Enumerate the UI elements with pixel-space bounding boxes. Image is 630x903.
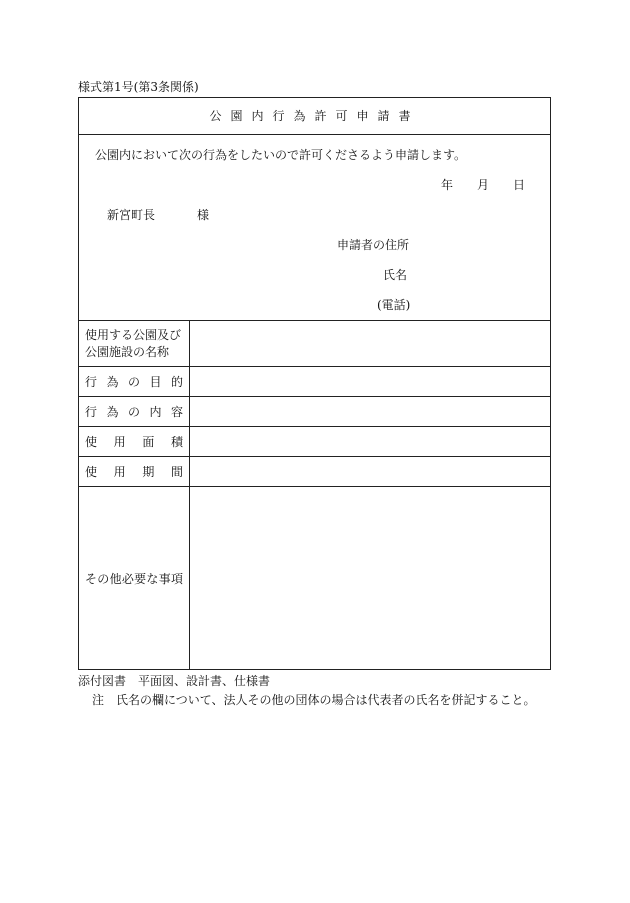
period-field[interactable] bbox=[190, 457, 550, 486]
period-label-char: 使 bbox=[85, 465, 98, 479]
applicant-address-label: 申請者の住所 bbox=[337, 238, 410, 252]
applicant-name-label: 氏名 bbox=[383, 268, 408, 282]
park-name-label-line2: 公園施設の名称 bbox=[85, 344, 170, 359]
content-label bbox=[79, 397, 190, 426]
content-label-char: 為 bbox=[106, 405, 119, 419]
other-field[interactable] bbox=[190, 487, 550, 669]
content-label-char: 容 bbox=[170, 405, 183, 419]
date-year-label: 年 bbox=[441, 178, 454, 192]
purpose-label bbox=[79, 367, 190, 396]
other-label-char: 必 bbox=[121, 571, 134, 586]
applicant-phone-label: (電話) bbox=[377, 298, 411, 312]
table-row-park-name bbox=[79, 320, 550, 366]
content-label-char: 行 bbox=[85, 405, 98, 419]
period-label bbox=[79, 457, 190, 486]
other-label-char: 他 bbox=[109, 571, 122, 586]
purpose-label-char: 為 bbox=[106, 375, 119, 389]
addressee-honorific: 様 bbox=[197, 208, 210, 222]
date-day-label: 日 bbox=[513, 178, 526, 192]
table-row-content bbox=[79, 396, 550, 426]
period-label-char: 用 bbox=[113, 465, 126, 479]
purpose-field[interactable] bbox=[190, 367, 550, 396]
period-label-char: 期 bbox=[142, 465, 155, 479]
area-label-char: 用 bbox=[113, 435, 126, 449]
other-label-char: 要 bbox=[134, 571, 147, 586]
other-label-char: の bbox=[97, 571, 110, 586]
content-label-char: 内 bbox=[149, 405, 162, 419]
application-form bbox=[78, 97, 551, 670]
park-name-label bbox=[79, 321, 190, 366]
addressee bbox=[107, 206, 209, 223]
other-label-char: 事 bbox=[158, 571, 171, 586]
purpose-label-char: の bbox=[127, 375, 140, 389]
other-label-char: 項 bbox=[170, 571, 183, 586]
area-label-char: 積 bbox=[170, 435, 183, 449]
area-label-char: 面 bbox=[142, 435, 155, 449]
form-number: 様式第1号(第3条関係) bbox=[78, 80, 199, 94]
content-field[interactable] bbox=[190, 397, 550, 426]
attached-documents: 添付図書 平面図、設計書、仕様書 bbox=[78, 674, 271, 688]
form-note: 注 氏名の欄について、法人その他の団体の場合は代表者の氏名を併記すること。 bbox=[92, 693, 536, 707]
table-row-area bbox=[79, 426, 550, 456]
other-label-char: な bbox=[146, 571, 159, 586]
purpose-label-char: 行 bbox=[85, 375, 98, 389]
purpose-label-char: 的 bbox=[170, 375, 183, 389]
table-row-purpose bbox=[79, 366, 550, 396]
table-row-other bbox=[79, 486, 550, 669]
form-title: 公園内行為許可申請書 bbox=[79, 98, 550, 135]
date-month-label: 月 bbox=[477, 178, 490, 192]
other-label-char: そ bbox=[85, 571, 98, 586]
area-field[interactable] bbox=[190, 427, 550, 456]
addressee-name: 新宮町長 bbox=[107, 208, 156, 222]
date-line bbox=[441, 176, 525, 193]
park-name-label-line1: 使用する公園及び bbox=[85, 327, 182, 342]
other-label bbox=[79, 487, 190, 669]
park-name-field[interactable] bbox=[190, 321, 550, 366]
period-label-char: 間 bbox=[170, 465, 183, 479]
application-statement: 公園内において次の行為をしたいので許可くださるよう申請します。 bbox=[95, 148, 467, 162]
area-label bbox=[79, 427, 190, 456]
purpose-label-char: 目 bbox=[149, 375, 162, 389]
content-label-char: の bbox=[127, 405, 140, 419]
area-label-char: 使 bbox=[85, 435, 98, 449]
table-row-period bbox=[79, 456, 550, 486]
